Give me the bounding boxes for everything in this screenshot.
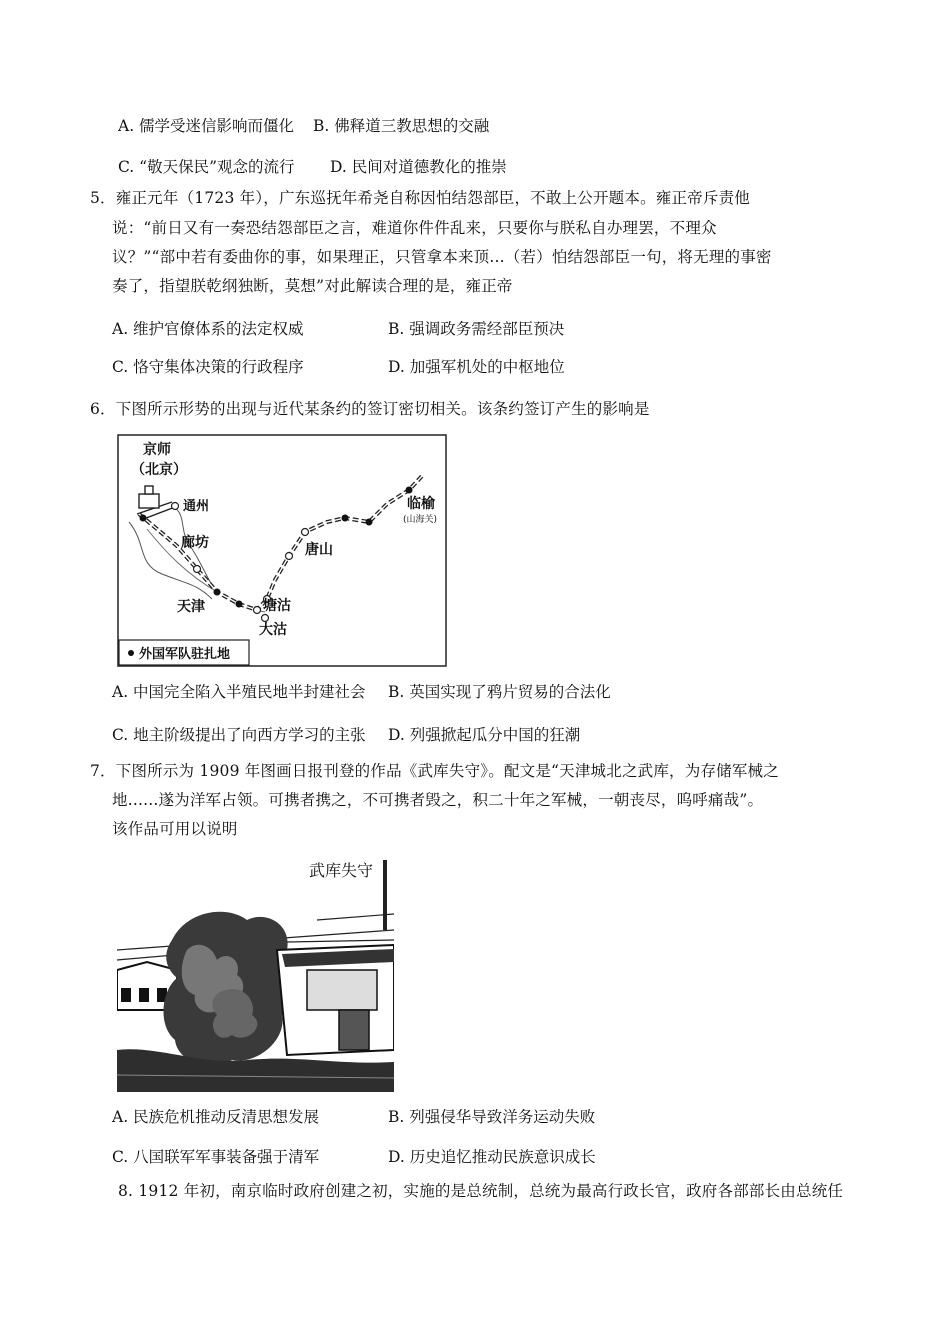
q8-text-line-1: 8. 1912 年初，南京临时政府创建之初，实施的是总统制，总统为最高行政长官，政府各部部长由总统任 (118, 1182, 844, 1200)
q6-option-a: A. 中国完全陷入半殖民地半封建社会 (112, 683, 366, 701)
wuku-shishou-drawing (117, 850, 394, 1092)
q5-text-line-1: 5．雍正元年（1723 年），广东巡抚年希尧自称因怕结怨部臣，不敢上公开题本。雍正帝斥责他 (90, 189, 750, 207)
label-jingshi: 京师 (143, 442, 171, 458)
q5-option-b: B. 强调政务需经部臣预决 (388, 320, 565, 338)
q6-text-line-1: 6．下图所示形势的出现与近代某条约的签订密切相关。该条约签订产生的影响是 (90, 400, 650, 418)
label-linyu: 临榆 (407, 496, 435, 512)
troop-marker (342, 515, 349, 522)
troop-marker (406, 487, 413, 494)
q5-text-line-3: 议？”“部中若有委曲你的事，如果理正，只管拿本来顶...（若）怕结怨部臣一句，将无理的事密 (112, 248, 772, 266)
troop-marker (236, 601, 243, 608)
label-beijing: （北京） (131, 462, 187, 478)
q4-option-d: D. 民间对道德教化的推崇 (330, 158, 507, 176)
q6-option-d: D. 列强掀起瓜分中国的狂潮 (388, 726, 581, 744)
label-tangshan: 唐山 (305, 542, 333, 558)
railway-map (117, 434, 447, 667)
q7-text-line-3: 该作品可用以说明 (112, 820, 238, 838)
label-dagu: 大沽 (259, 622, 287, 638)
station-marker (286, 553, 293, 560)
troop-marker (214, 589, 221, 596)
station-marker (254, 607, 261, 614)
label-tanggu: 塘沽 (263, 598, 291, 614)
q7-illustration (117, 850, 394, 1092)
label-shanhaiguan: (山海关) (403, 515, 438, 525)
station-marker (302, 529, 309, 536)
troop-marker (366, 519, 373, 526)
q7-text-line-2: 地......遂为洋军占领。可携者携之，不可携者毁之，积二十年之军械，一朝丧尽，呜呼痛哉”。 (112, 791, 764, 809)
q5-text-line-4: 奏了，指望朕乾纲独断，莫想”对此解读合理的是，雍正帝 (112, 277, 513, 295)
q7-option-c: C. 八国联军军事装备强于清军 (112, 1148, 320, 1166)
q7-option-d: D. 历史追忆推动民族意识成长 (388, 1148, 596, 1166)
q7-text-line-1: 7．下图所示为 1909 年图画日报刊登的作品《武库失守》。配文是“天津城北之武库，为存储军械之 (90, 762, 779, 780)
illustration-caption: 武库失守 (309, 861, 374, 880)
station-marker (262, 615, 269, 622)
q5-text-line-2: 说：“前日又有一奏恐结怨部臣之言，难道你件件乱来，只要你与朕私自办理罢，不理众 (112, 219, 717, 237)
illustration-seal-column (383, 860, 387, 930)
station-marker (194, 566, 201, 573)
q5-option-a: A. 维护官僚体系的法定权威 (112, 320, 304, 338)
q5-option-d: D. 加强军机处的中枢地位 (388, 358, 565, 376)
legend-label: 外国军队驻扎地 (139, 647, 231, 662)
illustration-right-building (277, 945, 394, 1055)
label-tianjin: 天津 (177, 599, 205, 615)
q7-option-b: B. 列强侵华导致洋务运动失败 (388, 1108, 596, 1126)
label-langfang: 廊坊 (181, 535, 209, 551)
q4-option-b: B. 佛释道三教思想的交融 (313, 117, 490, 135)
q6-map-figure (117, 434, 447, 667)
q4-option-a: A. 儒学受迷信影响而僵化 (118, 117, 295, 135)
label-tongzhou: 通州 (183, 499, 210, 514)
beijing-gate-icon (145, 486, 153, 494)
troop-marker (140, 515, 147, 522)
q7-option-a: A. 民族危机推动反清思想发展 (112, 1108, 320, 1126)
tongzhou-marker (172, 503, 179, 510)
q4-option-c: C. “敬天保民”观念的流行 (118, 158, 295, 176)
q5-option-c: C. 恪守集体决策的行政程序 (112, 358, 304, 376)
q6-option-c: C. 地主阶级提出了向西方学习的主张 (112, 726, 366, 744)
q6-option-b: B. 英国实现了鸦片贸易的合法化 (388, 683, 611, 701)
beijing-gate-icon (139, 494, 159, 508)
legend-troop-marker (128, 650, 134, 656)
